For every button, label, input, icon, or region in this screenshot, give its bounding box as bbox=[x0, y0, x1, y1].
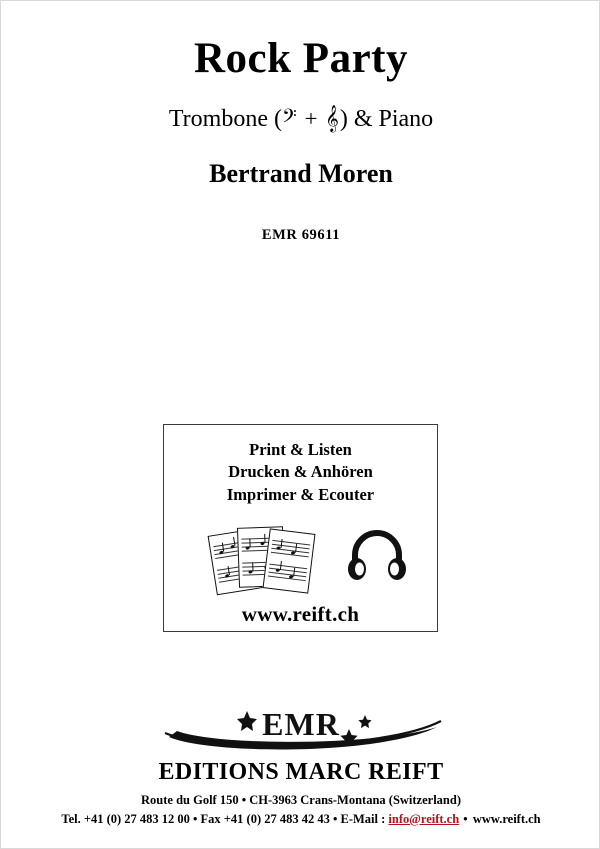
print-listen-box bbox=[163, 424, 438, 632]
svg-text:EMR: EMR bbox=[262, 706, 340, 742]
contact-prefix: Tel. +41 (0) 27 483 12 00 • Fax +41 (0) 27 483 42 43 • E-Mail : bbox=[61, 811, 389, 826]
print-listen-label-fr: Imprimer & Ecouter bbox=[226, 484, 375, 504]
print-listen-labels bbox=[164, 439, 437, 506]
publisher-name: EDITIONS MARC REIFT bbox=[158, 759, 444, 785]
clef-symbols-icon: 𝄢 + 𝄞 bbox=[281, 106, 340, 132]
website-url[interactable]: www.reift.ch bbox=[241, 601, 360, 626]
email-link[interactable]: info@reift.ch bbox=[388, 811, 460, 826]
sheet-music-icon bbox=[212, 520, 322, 594]
print-listen-artwork bbox=[164, 518, 437, 596]
publisher-contact bbox=[1, 791, 600, 829]
emr-logo bbox=[1, 701, 600, 762]
catalog-number: EMR 69611 bbox=[261, 227, 341, 244]
website-text: www.reift.ch bbox=[472, 811, 541, 826]
page-title: Rock Party bbox=[194, 35, 408, 82]
sheet-page bbox=[263, 528, 316, 593]
instrumentation-suffix: ) & Piano bbox=[339, 106, 434, 133]
instrumentation-prefix: Trombone ( bbox=[168, 106, 282, 133]
print-listen-label-en: Print & Listen bbox=[249, 440, 352, 459]
print-listen-label-de: Drucken & Anhören bbox=[228, 462, 373, 482]
publisher-address: Route du Golf 150 • CH-3963 Crans-Montana (Switzerland) bbox=[141, 793, 461, 807]
instrumentation-line bbox=[1, 106, 600, 133]
contact-separator: • bbox=[459, 811, 473, 826]
publisher-contact-line bbox=[1, 810, 600, 829]
headphones-icon bbox=[346, 526, 408, 588]
composer-name: Bertrand Moren bbox=[209, 159, 393, 189]
title-block bbox=[1, 35, 600, 244]
